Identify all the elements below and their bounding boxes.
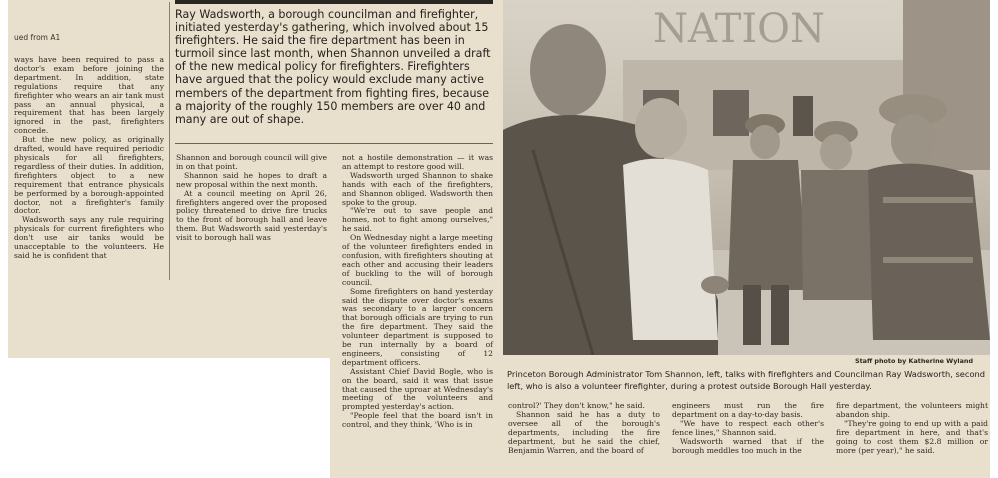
photo-illustration: [503, 0, 990, 355]
column-6: [836, 402, 988, 455]
col1-para-1: ways have been required to pass a doctor's exam before joining the department. In addition, state regulations require that any firefighter who wears an air tank must pass an annual physical, a requirement that has been largely ignored in the past, firefighters concede.: [14, 55, 164, 136]
col3-para-3: "We're out to save people and homes, not to fight among ourselves," he said.: [342, 206, 493, 234]
col1-para-2: But the new policy, as originally drafted, would have required periodic physicals for all firefighters, regardless of their duties. In addition, firefighters object to a new requirement that entrance physicals be performed by a borough-appointed doctor, not a firefighter's family doctor.: [14, 135, 164, 216]
col5-para-2: "We have to respect each other's fence lines," Shannon said.: [672, 418, 824, 437]
column-3: [342, 154, 493, 430]
column-2: [176, 154, 327, 243]
photo-caption: Princeton Borough Administrator Tom Shannon, left, talks with firefighters and Councilman Ray Wadsworth, second left, who is also a volunteer firefighter, during a protest outside Borough Hall yesterday.: [507, 369, 986, 391]
column-4: [508, 402, 660, 455]
col2-para-1: Shannon and borough council will give in on that point.: [176, 153, 327, 171]
building-sign-text: NATION: [653, 6, 825, 52]
photo-credit: Staff photo by Katherine Wyland: [855, 357, 974, 365]
headline-rule: [175, 0, 493, 4]
jump-line: ued from A1: [14, 33, 61, 42]
col4-para-1: control?' They don't know," he said.: [508, 401, 645, 410]
deck-rule: [175, 143, 493, 144]
col2-para-3: At a council meeting on April 26, firefighters angered over the proposed policy threatened to drive fire trucks to the front of borough hall and leave them. But Wadsworth said yesterday's visit to borough hall was: [176, 188, 327, 243]
col3-para-5: Some firefighters on hand yesterday said the dispute over doctor's exams was secondary to a larger concern that borough officials are trying to run the fire department. They said the volunteer department is supposed to be run internally by a board of engineers, consisting of 12 department officers.: [342, 286, 493, 367]
col6-para-2: "They're going to end up with a paid fire department in here, and that's going to cost them $2.8 million or more (per year)," he said.: [836, 418, 988, 455]
news-photo: [503, 0, 990, 355]
col5-para-1: engineers must run the fire department on a day-to-day basis.: [672, 401, 824, 419]
col6-para-1: fire department, the volunteers might abandon ship.: [836, 401, 988, 419]
col3-para-7: "People feel that the board isn't in control, and they think, 'Who is in: [342, 411, 493, 430]
col1-para-3: Wadsworth says any rule requiring physicals for current firefighters who don't use air tanks would be unacceptable to the volunteers. He said he is confident that: [14, 215, 164, 260]
column-1: [14, 56, 164, 261]
col4-para-2: Shannon said he has a duty to oversee all of the borough's departments, including the fire department, but he said the chief, Benjamin Warren, and the board of: [508, 409, 660, 455]
col3-para-1: not a hostile demonstration — it was an attempt to restore good will.: [342, 153, 493, 171]
column-5: [672, 402, 824, 455]
story-deck: Ray Wadsworth, a borough councilman and firefighter, initiated yesterday's gathering, which involved about 15 firefighters. He said the fire department has been in turmoil since last month, when Shannon unveiled a draft of the new medical policy for firefighters. Firefighters have argued that the policy would exclude many active members of the department from fighting fires, because a majority of the roughly 150 members are over 40 and many are out of shape.: [175, 8, 491, 126]
col3-para-2: Wadsworth urged Shannon to shake hands with each of the firefighters, and Shannon obliged. Wadsworth then spoke to the group.: [342, 170, 493, 207]
col5-para-3: Wadsworth warned that if the borough meddles too much in the: [672, 436, 824, 455]
col3-para-6: Assistant Chief David Bogle, who is on the board, said it was that issue that caused the uproar at Wednesday's meeting of the volunteers and prompted yesterday's action.: [342, 366, 493, 412]
col3-para-4: On Wednesday night a large meeting of the volunteer firefighters ended in confusion, with firefighters shouting at each other and accusing their leaders of buckling to the will of borough council.: [342, 233, 493, 287]
col2-para-2: Shannon said he hopes to draft a new proposal within the next month.: [176, 170, 327, 189]
col-divider-1: [169, 2, 170, 280]
